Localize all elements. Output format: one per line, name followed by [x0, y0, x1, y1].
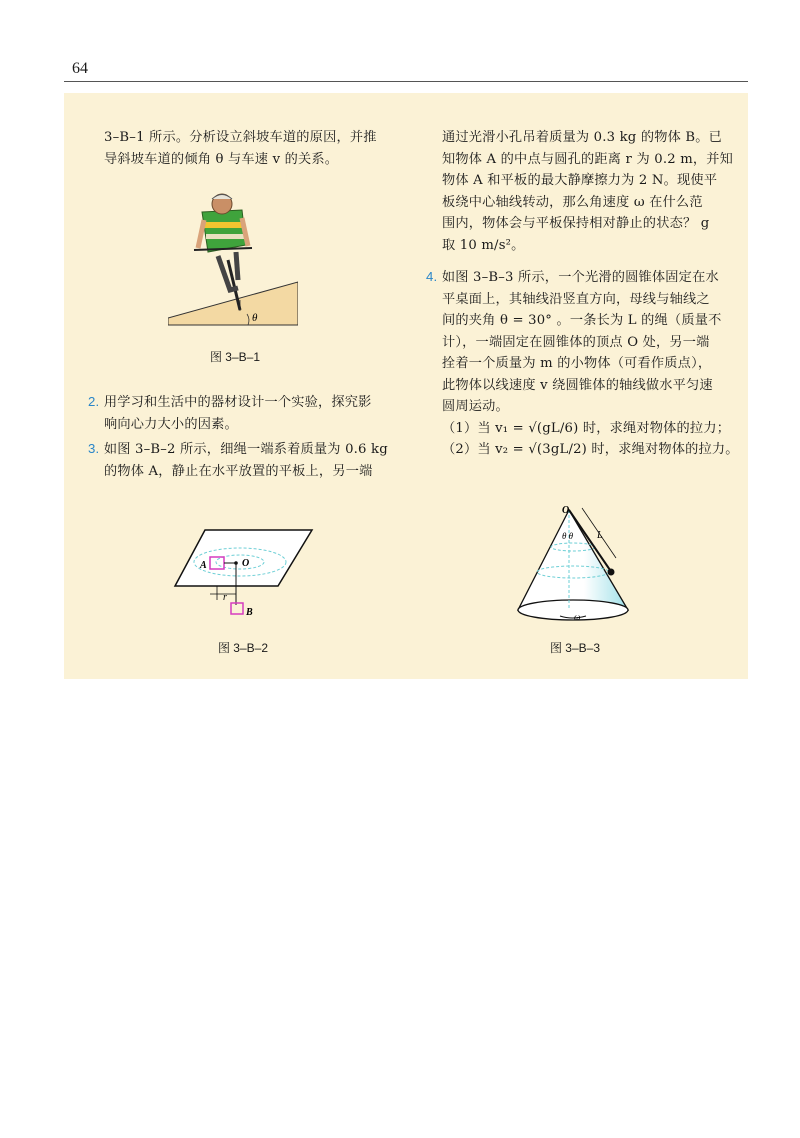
- question-number: 2.: [88, 394, 100, 409]
- sub-question-1: （1）当 v₁ = √(gL/6) 时，求绳对物体的拉力；: [442, 420, 731, 436]
- text-segment: 如图 3–B–2 所示，细绳一端系着质量为 0.6 kg: [103, 442, 388, 457]
- label-theta: θ θ: [562, 531, 574, 541]
- question-3-continued: [442, 127, 733, 256]
- label-b: B: [246, 607, 253, 618]
- text-line: 平桌面上，其轴线沿竖直方向，母线与轴线之: [442, 291, 710, 307]
- label-omega: ω: [574, 612, 581, 622]
- figure-3-b-3: [512, 502, 637, 624]
- text-line: 圆周运动。: [442, 399, 509, 414]
- text-line: 的物体 A，静止在水平放置的平板上，另一端: [104, 463, 373, 479]
- theta-label: θ: [252, 312, 258, 324]
- figure-3-b-3-caption: 图 3–B–3: [549, 641, 601, 655]
- text-line: [88, 391, 372, 414]
- text-line: 此物体以线速度 v 绕圆锥体的轴线做水平匀速: [442, 377, 713, 393]
- question-3: [88, 438, 388, 482]
- left-intro: [104, 127, 377, 170]
- text-line: [426, 266, 739, 289]
- text-line: 物体 A 和平板的最大静摩擦力为 2 N。现使平: [442, 173, 718, 188]
- label-r: r: [223, 592, 227, 603]
- text-line: 拴着一个质量为 m 的小物体（可看作质点），: [442, 356, 712, 371]
- text-line: 间的夹角 θ = 30° 。一条长为 L 的绳（质量不: [442, 313, 722, 328]
- text-line: 围内，物体会与平板保持相对静止的状态？ g: [442, 216, 710, 231]
- figure-3-b-2: [170, 528, 315, 620]
- text-line: [88, 438, 388, 461]
- question-2: [88, 391, 372, 435]
- label-o: O: [562, 505, 570, 516]
- text-line: 知物体 A 的中点与圆孔的距离 r 为 0.2 m，并知: [442, 151, 734, 167]
- question-4: [426, 266, 739, 461]
- text-line: 响向心力大小的因素。: [104, 416, 238, 432]
- text-line: 计），一端固定在圆锥体的顶点 O 处，另一端: [442, 334, 710, 350]
- text-line: 3–B–1 所示。分析设立斜坡车道的原因，并推: [104, 130, 377, 145]
- label-l: L: [597, 530, 603, 541]
- label-o: O: [242, 558, 250, 569]
- figure-3-b-1-caption: 图 3–B–1: [209, 350, 261, 364]
- figure-3-b-2-caption: 图 3–B–2: [217, 641, 269, 655]
- figure-3-b-1: [168, 190, 298, 330]
- label-a: A: [200, 560, 207, 571]
- page-number: 64: [72, 60, 88, 77]
- text-line: 导斜坡车道的倾角 θ 与车速 v 的关系。: [104, 151, 339, 167]
- question-number: 3.: [88, 441, 100, 456]
- header-rule: [64, 81, 748, 82]
- text-segment: 用学习和生活中的器材设计一个实验，探究影: [103, 395, 372, 410]
- sub-question-2: （2）当 v₂ = √(3gL/2) 时，求绳对物体的拉力。: [442, 442, 739, 457]
- question-number: 4.: [426, 269, 438, 284]
- text-line: 板绕中心轴线转动，那么角速度 ω 在什么范: [442, 194, 703, 210]
- text-line: 取 10 m/s²。: [442, 237, 525, 253]
- text-segment: 如图 3–B–3 所示，一个光滑的圆锥体固定在水: [441, 270, 719, 285]
- text-line: 通过光滑小孔吊着质量为 0.3 kg 的物体 B。已: [442, 130, 723, 145]
